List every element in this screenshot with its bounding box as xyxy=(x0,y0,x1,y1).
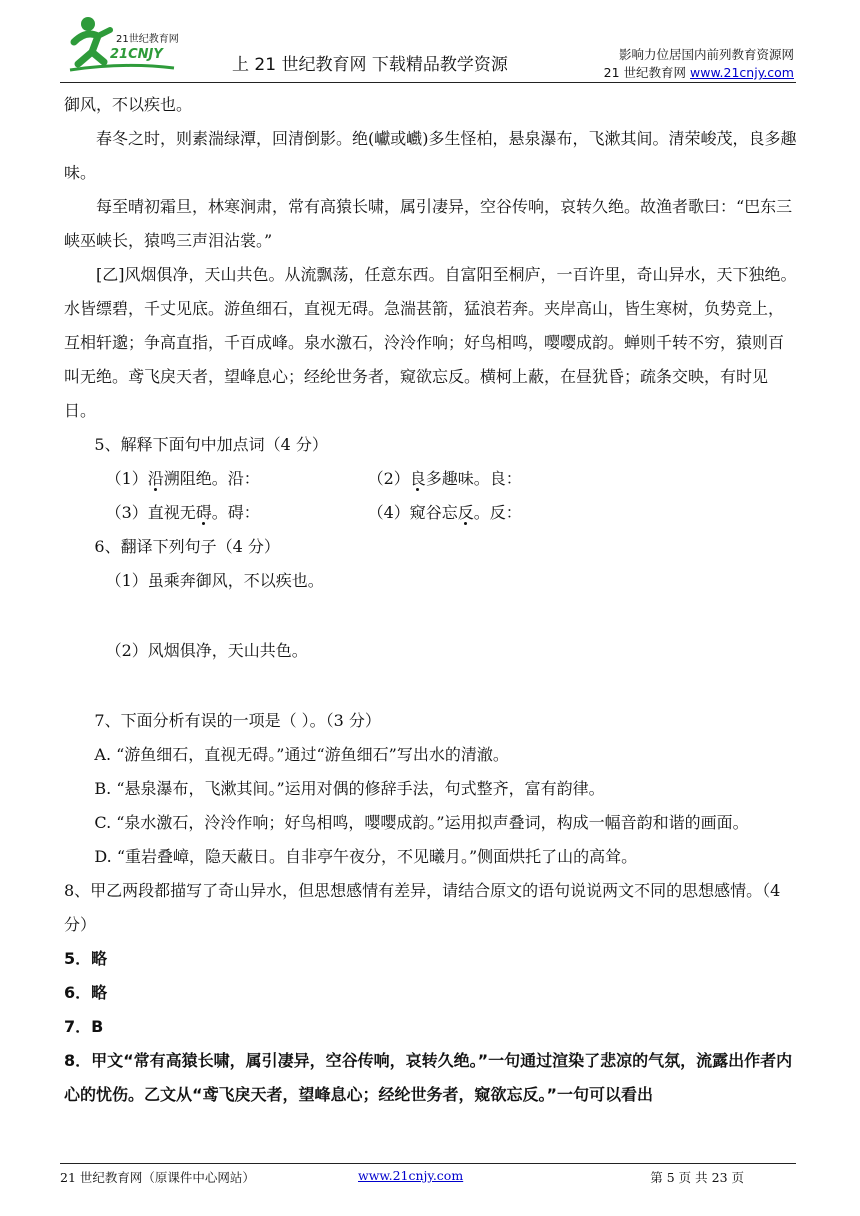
logo-text-bottom: 21CNJY xyxy=(110,47,163,62)
item-prefix: （2） xyxy=(367,469,410,488)
question-5-item-2 xyxy=(368,462,630,496)
header-divider xyxy=(60,82,796,83)
dotted-word: 反 xyxy=(457,503,474,522)
question-6-title: 6、翻译下列句子（4 分） xyxy=(94,537,280,556)
dotted-word: 碍 xyxy=(195,503,212,522)
page-footer xyxy=(60,1168,796,1188)
question-5-row-1 xyxy=(64,462,797,496)
item-text: 溯阻绝。沿： xyxy=(163,469,260,488)
passage-paragraph-b: [乙]风烟俱净，天山共色。从流飘荡，任意东西。自富阳至桐庐，一百许里，奇山异水，天下独绝。水皆缥碧，千丈见底。游鱼细石，直视无碍。急湍甚箭，猛浪若奔。夹岸高山，皆生寒树，负势竞上，互相轩邈；争高直指，千百成峰。泉水激石，泠泠作响；好鸟相鸣，嘤嘤成韵。蝉则千转不穷，猿则百叫无绝。鸢飞戾天者，望峰息心；经纶世务者，窥欲忘反。横柯上蔽，在昼犹昏；疏条交映，有时见日。 xyxy=(64,265,797,420)
question-5-item-1 xyxy=(106,462,368,496)
answer-6: 6．略 xyxy=(64,983,108,1002)
footer-site-link[interactable]: www.21cnjy.com xyxy=(358,1168,464,1183)
question-6-sentence-2: （2）风烟俱净，天山共色。 xyxy=(105,641,308,660)
header-site-link[interactable]: www.21cnjy.com xyxy=(690,65,794,80)
answer-space xyxy=(64,598,797,634)
header-site-name: 21 世纪教育网 xyxy=(603,65,691,80)
item-prefix: （3）直视无 xyxy=(105,503,196,522)
question-7-title: 7、下面分析有误的一项是（ ）。（3 分） xyxy=(94,711,381,730)
page-header xyxy=(60,10,800,82)
question-6-sentence-1: （1）虽乘奔御风，不以疾也。 xyxy=(105,571,324,590)
dotted-word: 沿 xyxy=(147,469,164,488)
passage-line: 御风，不以疾也。 xyxy=(64,95,193,114)
question-7-option-d: D. “重岩叠嶂，隐天蔽日。自非亭午夜分，不见曦月。”侧面烘托了山的高耸。 xyxy=(94,847,638,866)
question-7-option-a: A. “游鱼细石，直视无碍。”通过“游鱼细石”写出水的清澈。 xyxy=(94,745,509,764)
item-text: 多趣味。良： xyxy=(425,469,522,488)
answer-8: 8．甲文“常有高猿长啸，属引凄异，空谷传响，哀转久绝。”一句通过渲染了悲凉的气氛，流露出作者内心的忧伤。乙文从“鸢飞戾天者，望峰息心；经纶世务者，窥欲忘反。”一句可以看出 xyxy=(64,1051,793,1104)
item-prefix: （1） xyxy=(105,469,148,488)
passage-paragraph-spring: 春冬之时，则素湍绿潭，回清倒影。绝(巘或巇)多生怪柏，悬泉瀑布，飞漱其间。清荣峻茂，良多趣味。 xyxy=(64,129,797,182)
footer-divider xyxy=(60,1163,796,1164)
item-prefix: （4）窥谷忘 xyxy=(367,503,458,522)
header-tagline-line1: 影响力位居国内前列教育资源网 xyxy=(618,47,794,62)
header-tagline-line2 xyxy=(604,64,794,82)
document-body xyxy=(64,88,797,1112)
item-text: 。反： xyxy=(473,503,522,522)
question-5-item-4 xyxy=(368,496,630,530)
answer-5: 5．略 xyxy=(64,949,108,968)
dotted-word: 良 xyxy=(409,469,426,488)
question-5-row-2 xyxy=(64,496,797,530)
answer-space xyxy=(64,668,797,704)
answer-7: 7．B xyxy=(64,1017,104,1036)
question-5-title: 5、解释下面句中加点词（4 分） xyxy=(94,435,328,454)
question-7-option-b: B. “悬泉瀑布，飞漱其间。”运用对偶的修辞手法，句式整齐，富有韵律。 xyxy=(94,779,605,798)
site-logo[interactable] xyxy=(64,12,184,76)
passage-paragraph-dawn: 每至晴初霜旦，林寒涧肃，常有高猿长啸，属引凄异，空谷传响，哀转久绝。故渔者歌曰：“巴东三峡巫峡长，猿鸣三声泪沾裳。” xyxy=(64,197,793,250)
logo-text-top: 21世纪教育网 xyxy=(116,34,179,45)
page-number: 第 5 页 共 23 页 xyxy=(650,1170,744,1185)
header-title: 上 21 世纪教育网 下载精品教学资源 xyxy=(232,55,508,75)
header-tagline xyxy=(604,46,794,82)
footer-site-name: 21 世纪教育网（原课件中心网站） xyxy=(60,1170,255,1185)
question-7-option-c: C. “泉水激石，泠泠作响；好鸟相鸣，嘤嘤成韵。”运用拟声叠词，构成一幅音韵和谐的画面。 xyxy=(94,813,749,832)
question-5-item-3 xyxy=(106,496,368,530)
question-8-title: 8、甲乙两段都描写了奇山异水，但思想感情有差异，请结合原文的语句说说两文不同的思想感情。（4 分） xyxy=(64,881,781,934)
item-text: 。碍： xyxy=(211,503,260,522)
